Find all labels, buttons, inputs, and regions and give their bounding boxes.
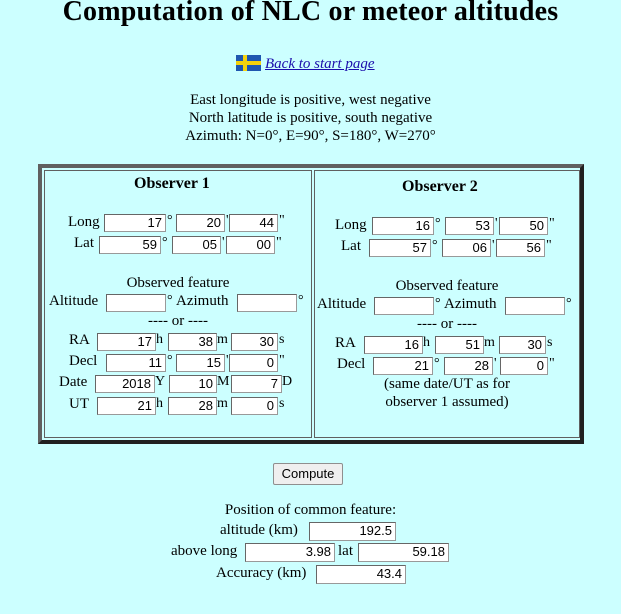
- result-above-long-label: above long: [171, 543, 238, 559]
- observer1-decl-min-input[interactable]: 15: [176, 354, 225, 372]
- deg-unit: °: [435, 216, 441, 231]
- observer1-decl-label: Decl: [69, 353, 98, 369]
- observer1-ut-m-input[interactable]: 28: [168, 397, 217, 415]
- longitude-convention: East longitude is positive, west negative: [190, 92, 431, 108]
- observer1-ra-m-input[interactable]: 38: [168, 333, 217, 351]
- observer1-altitude-label: Altitude: [49, 293, 99, 309]
- result-accuracy-field[interactable]: 43.4: [316, 565, 406, 584]
- observer1-panel: [44, 170, 312, 438]
- s-unit: s: [279, 332, 285, 347]
- observer1-ra-h-input[interactable]: 17: [97, 333, 156, 351]
- result-above-long-field[interactable]: 3.98: [245, 543, 335, 562]
- deg-unit: °: [167, 213, 173, 228]
- deg-unit: °: [432, 238, 438, 253]
- observer2-long-label: Long: [335, 217, 367, 233]
- observer1-ut-label: UT: [69, 396, 89, 412]
- observer1-lat-sec-input[interactable]: 00: [226, 236, 275, 254]
- min-unit: ': [492, 238, 495, 253]
- observer2-azimuth-input[interactable]: [505, 297, 565, 315]
- deg-unit: °: [162, 235, 168, 250]
- mo-unit: M: [217, 374, 230, 389]
- observer2-azimuth-label: Azimuth: [444, 296, 497, 312]
- observer1-decl-deg-input[interactable]: 11: [106, 354, 166, 372]
- observer2-note-line1: (same date/UT as for: [384, 376, 510, 392]
- observer1-long-label: Long: [68, 214, 100, 230]
- observer1-date-year-input[interactable]: 2018: [95, 375, 155, 393]
- sec-unit: ": [549, 216, 555, 231]
- observer1-date-label: Date: [59, 374, 88, 390]
- observer2-lat-label: Lat: [341, 238, 361, 254]
- observer2-ra-s-input[interactable]: 30: [499, 336, 546, 354]
- observer2-title: Observer 2: [402, 178, 478, 195]
- observer2-long-sec-input[interactable]: 50: [499, 217, 548, 235]
- observer2-decl-label: Decl: [337, 356, 366, 372]
- result-altitude-label: altitude (km): [220, 522, 298, 538]
- observer1-azimuth-label: Azimuth: [176, 293, 229, 309]
- observer1-decl-sec-input[interactable]: 0: [229, 354, 278, 372]
- result-lat-label: lat: [338, 543, 353, 559]
- m-unit: m: [217, 332, 228, 347]
- observers-table: [38, 164, 584, 444]
- observer1-title: Observer 1: [134, 175, 210, 192]
- observer1-or-separator: ---- or ----: [148, 313, 208, 329]
- result-lat-field[interactable]: 59.18: [358, 543, 449, 562]
- sec-unit: ": [279, 213, 285, 228]
- observer2-note-line2: observer 1 assumed): [385, 394, 509, 410]
- sec-unit: ": [546, 238, 552, 253]
- h-unit: h: [156, 396, 163, 411]
- result-accuracy-label: Accuracy (km): [216, 565, 307, 581]
- sec-unit: ": [276, 235, 282, 250]
- observer2-long-min-input[interactable]: 53: [445, 217, 494, 235]
- page-title: Computation of NLC or meteor altitudes: [62, 0, 559, 27]
- deg-unit: °: [167, 353, 173, 368]
- observer1-lat-label: Lat: [74, 235, 94, 251]
- deg-unit: °: [566, 296, 572, 311]
- min-unit: ': [222, 235, 225, 250]
- observer2-ra-label: RA: [335, 335, 356, 351]
- observer2-lat-sec-input[interactable]: 56: [496, 239, 545, 257]
- observer1-ut-h-input[interactable]: 21: [97, 397, 156, 415]
- observer1-azimuth-input[interactable]: [237, 294, 297, 312]
- observer2-ra-h-input[interactable]: 16: [364, 336, 423, 354]
- min-unit: ': [494, 356, 497, 371]
- deg-unit: °: [298, 293, 304, 308]
- observer1-long-min-input[interactable]: 20: [176, 214, 225, 232]
- observer2-long-deg-input[interactable]: 16: [372, 217, 434, 235]
- observer1-altitude-input[interactable]: [106, 294, 166, 312]
- observer2-lat-min-input[interactable]: 06: [442, 239, 491, 257]
- compute-button[interactable]: Compute: [273, 463, 343, 485]
- s-unit: s: [279, 396, 285, 411]
- observer2-decl-sec-input[interactable]: 0: [500, 357, 548, 375]
- observer2-decl-deg-input[interactable]: 21: [373, 357, 433, 375]
- observer1-date-month-input[interactable]: 10: [169, 375, 217, 393]
- observer1-lat-deg-input[interactable]: 59: [99, 236, 161, 254]
- observer2-altitude-label: Altitude: [317, 296, 367, 312]
- sec-unit: ": [279, 353, 285, 368]
- result-heading: Position of common feature:: [224, 502, 397, 518]
- observer2-altitude-input[interactable]: [374, 297, 434, 315]
- observer2-lat-deg-input[interactable]: 57: [369, 239, 431, 257]
- s-unit: s: [547, 335, 553, 350]
- min-unit: ': [495, 216, 498, 231]
- observer2-observed-feature: Observed feature: [395, 278, 499, 294]
- azimuth-convention: Azimuth: N=0°, E=90°, S=180°, W=270°: [185, 128, 436, 144]
- y-unit: Y: [155, 374, 166, 389]
- observer1-lat-min-input[interactable]: 05: [172, 236, 221, 254]
- latitude-convention: North latitude is positive, south negative: [188, 110, 433, 126]
- deg-unit: °: [435, 296, 441, 311]
- sec-unit: ": [549, 356, 555, 371]
- h-unit: h: [156, 332, 163, 347]
- observer1-ra-s-input[interactable]: 30: [231, 333, 278, 351]
- swedish-flag-icon: [236, 55, 261, 71]
- observer1-ra-label: RA: [69, 332, 90, 348]
- d-unit: D: [282, 374, 293, 389]
- back-to-start-link[interactable]: Back to start page: [265, 56, 375, 72]
- m-unit: m: [484, 335, 495, 350]
- h-unit: h: [423, 335, 430, 350]
- deg-unit: °: [167, 293, 173, 308]
- observer2-decl-min-input[interactable]: 28: [444, 357, 493, 375]
- min-unit: ': [226, 353, 229, 368]
- observer1-long-deg-input[interactable]: 17: [104, 214, 166, 232]
- observer1-ut-s-input[interactable]: 0: [231, 397, 278, 415]
- result-altitude-field[interactable]: 192.5: [309, 522, 396, 541]
- observer1-date-day-input[interactable]: 7: [231, 375, 282, 393]
- observer2-ra-m-input[interactable]: 51: [435, 336, 484, 354]
- observer2-or-separator: ---- or ----: [417, 316, 477, 332]
- min-unit: ': [226, 213, 229, 228]
- deg-unit: °: [434, 356, 440, 371]
- m-unit: m: [217, 396, 228, 411]
- observer2-panel: [314, 170, 580, 438]
- observer1-observed-feature: Observed feature: [126, 275, 230, 291]
- observer1-long-sec-input[interactable]: 44: [229, 214, 278, 232]
